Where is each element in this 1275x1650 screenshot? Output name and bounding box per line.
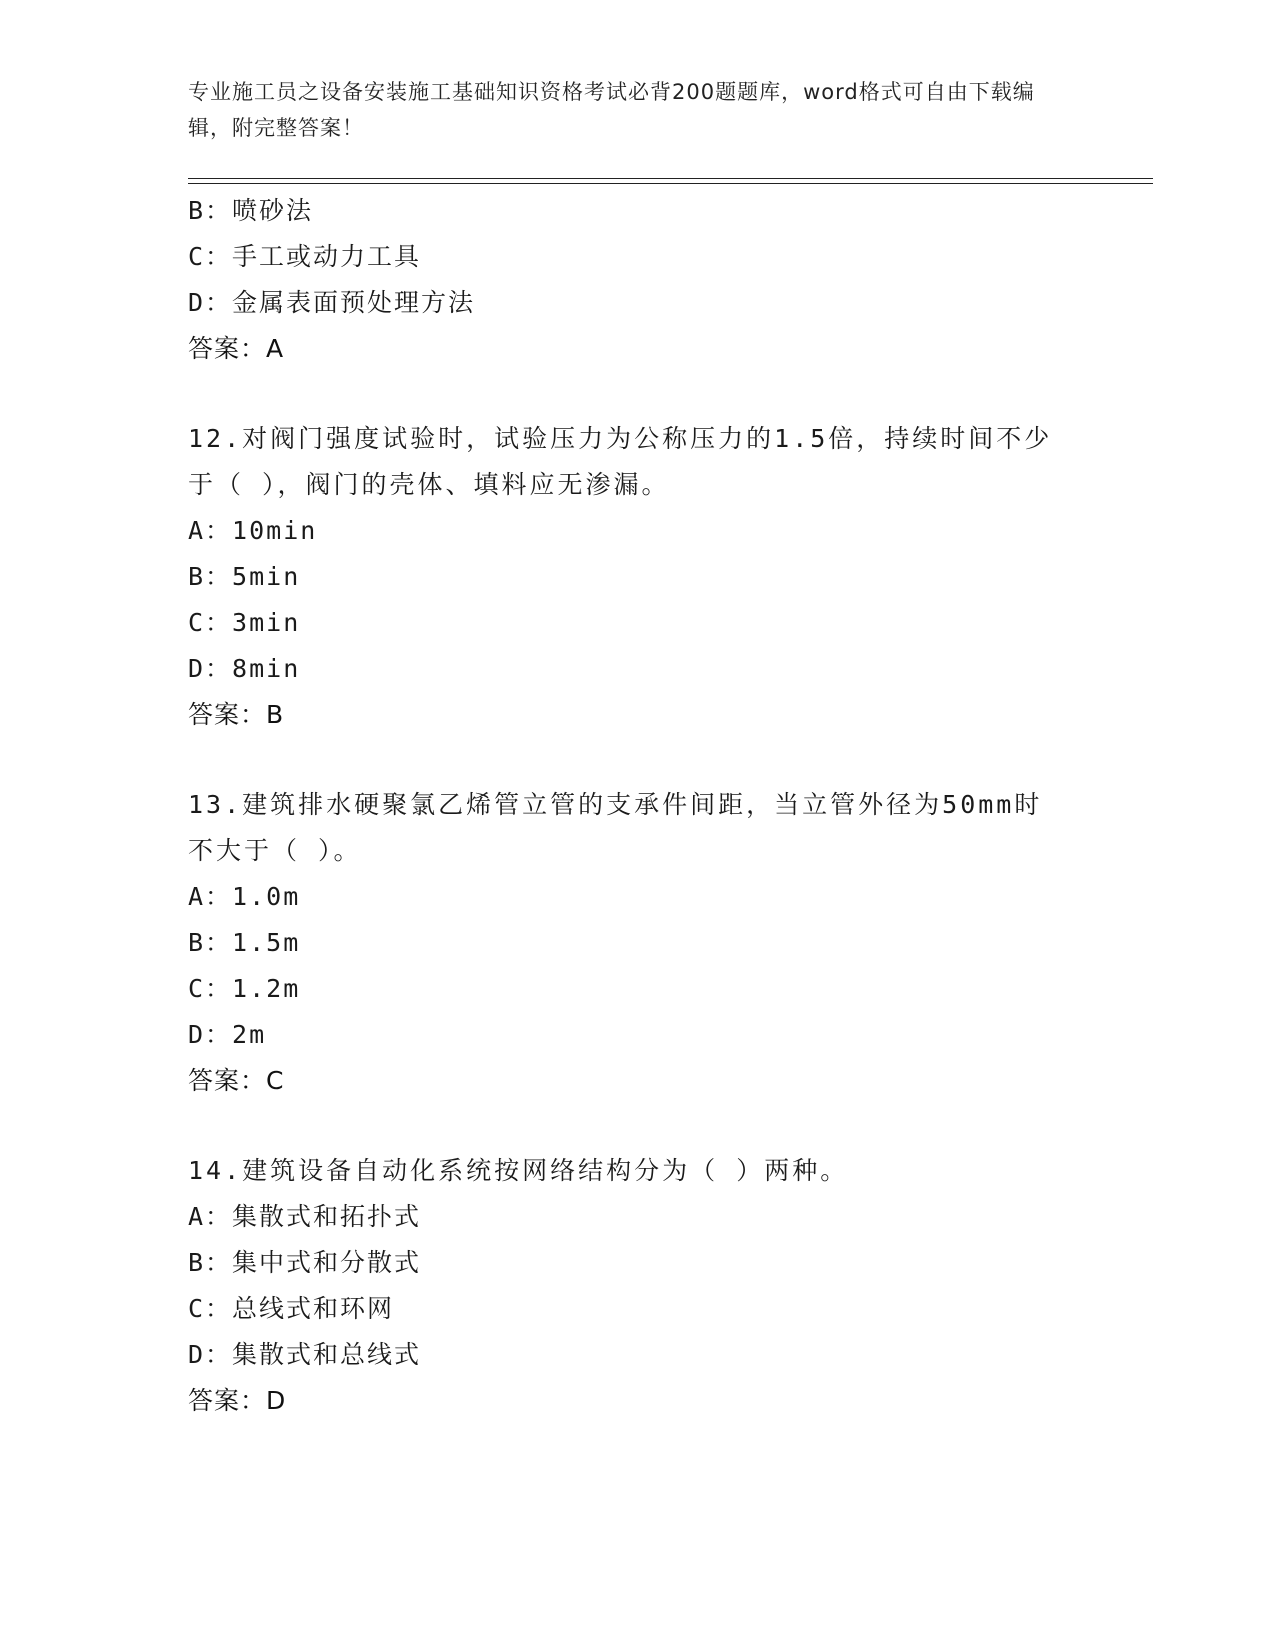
header-rule-bottom [188,183,1153,184]
document-header: 专业施工员之设备安装施工基础知识资格考试必背200题题库，word格式可自由下载编辑，附完整答案！ [188,80,1035,140]
spacer [188,738,1088,782]
question-block-12 [188,416,1088,738]
answer-line: 答案：A [188,334,285,363]
option-c: C：手工或动力工具 [188,242,422,271]
answer-line: 答案：C [188,1066,285,1095]
option-a: A：1.0m [188,882,301,911]
question-stem-line: 14.建筑设备自动化系统按网络结构分为（ ）两种。 [188,1156,849,1185]
option-b: B：5min [188,562,301,591]
option-c: C：3min [188,608,301,637]
option-a: A：集散式和拓扑式 [188,1202,422,1231]
answer-line: 答案：B [188,700,285,729]
option-b: B：集中式和分散式 [188,1248,422,1277]
option-d: D：2m [188,1020,267,1049]
question-stem-line: 13.建筑排水硬聚氯乙烯管立管的支承件间距，当立管外径为50mm时 [188,790,1043,819]
option-a: A：10min [188,516,318,545]
option-b: B：喷砂法 [188,196,314,225]
question-block-13 [188,782,1088,1104]
question-stem-line: 于（ ），阀门的壳体、填料应无渗漏。 [188,470,670,499]
header-rule-top [188,178,1153,179]
option-b: B：1.5m [188,928,301,957]
option-d: D：8min [188,654,301,683]
question-block-14 [188,1148,1088,1424]
option-d: D：金属表面预处理方法 [188,288,476,317]
question-stem-line: 不大于（ ）。 [188,836,362,865]
option-c: C：总线式和环网 [188,1294,395,1323]
option-d: D：集散式和总线式 [188,1340,422,1369]
question-stem-line: 12.对阀门强度试验时，试验压力为公称压力的1.5倍，持续时间不少 [188,424,1053,453]
spacer [188,1104,1088,1148]
prev-question-block [188,188,1088,372]
option-c: C：1.2m [188,974,301,1003]
answer-line: 答案：D [188,1386,287,1415]
question-content [188,188,1088,1424]
spacer [188,372,1088,416]
